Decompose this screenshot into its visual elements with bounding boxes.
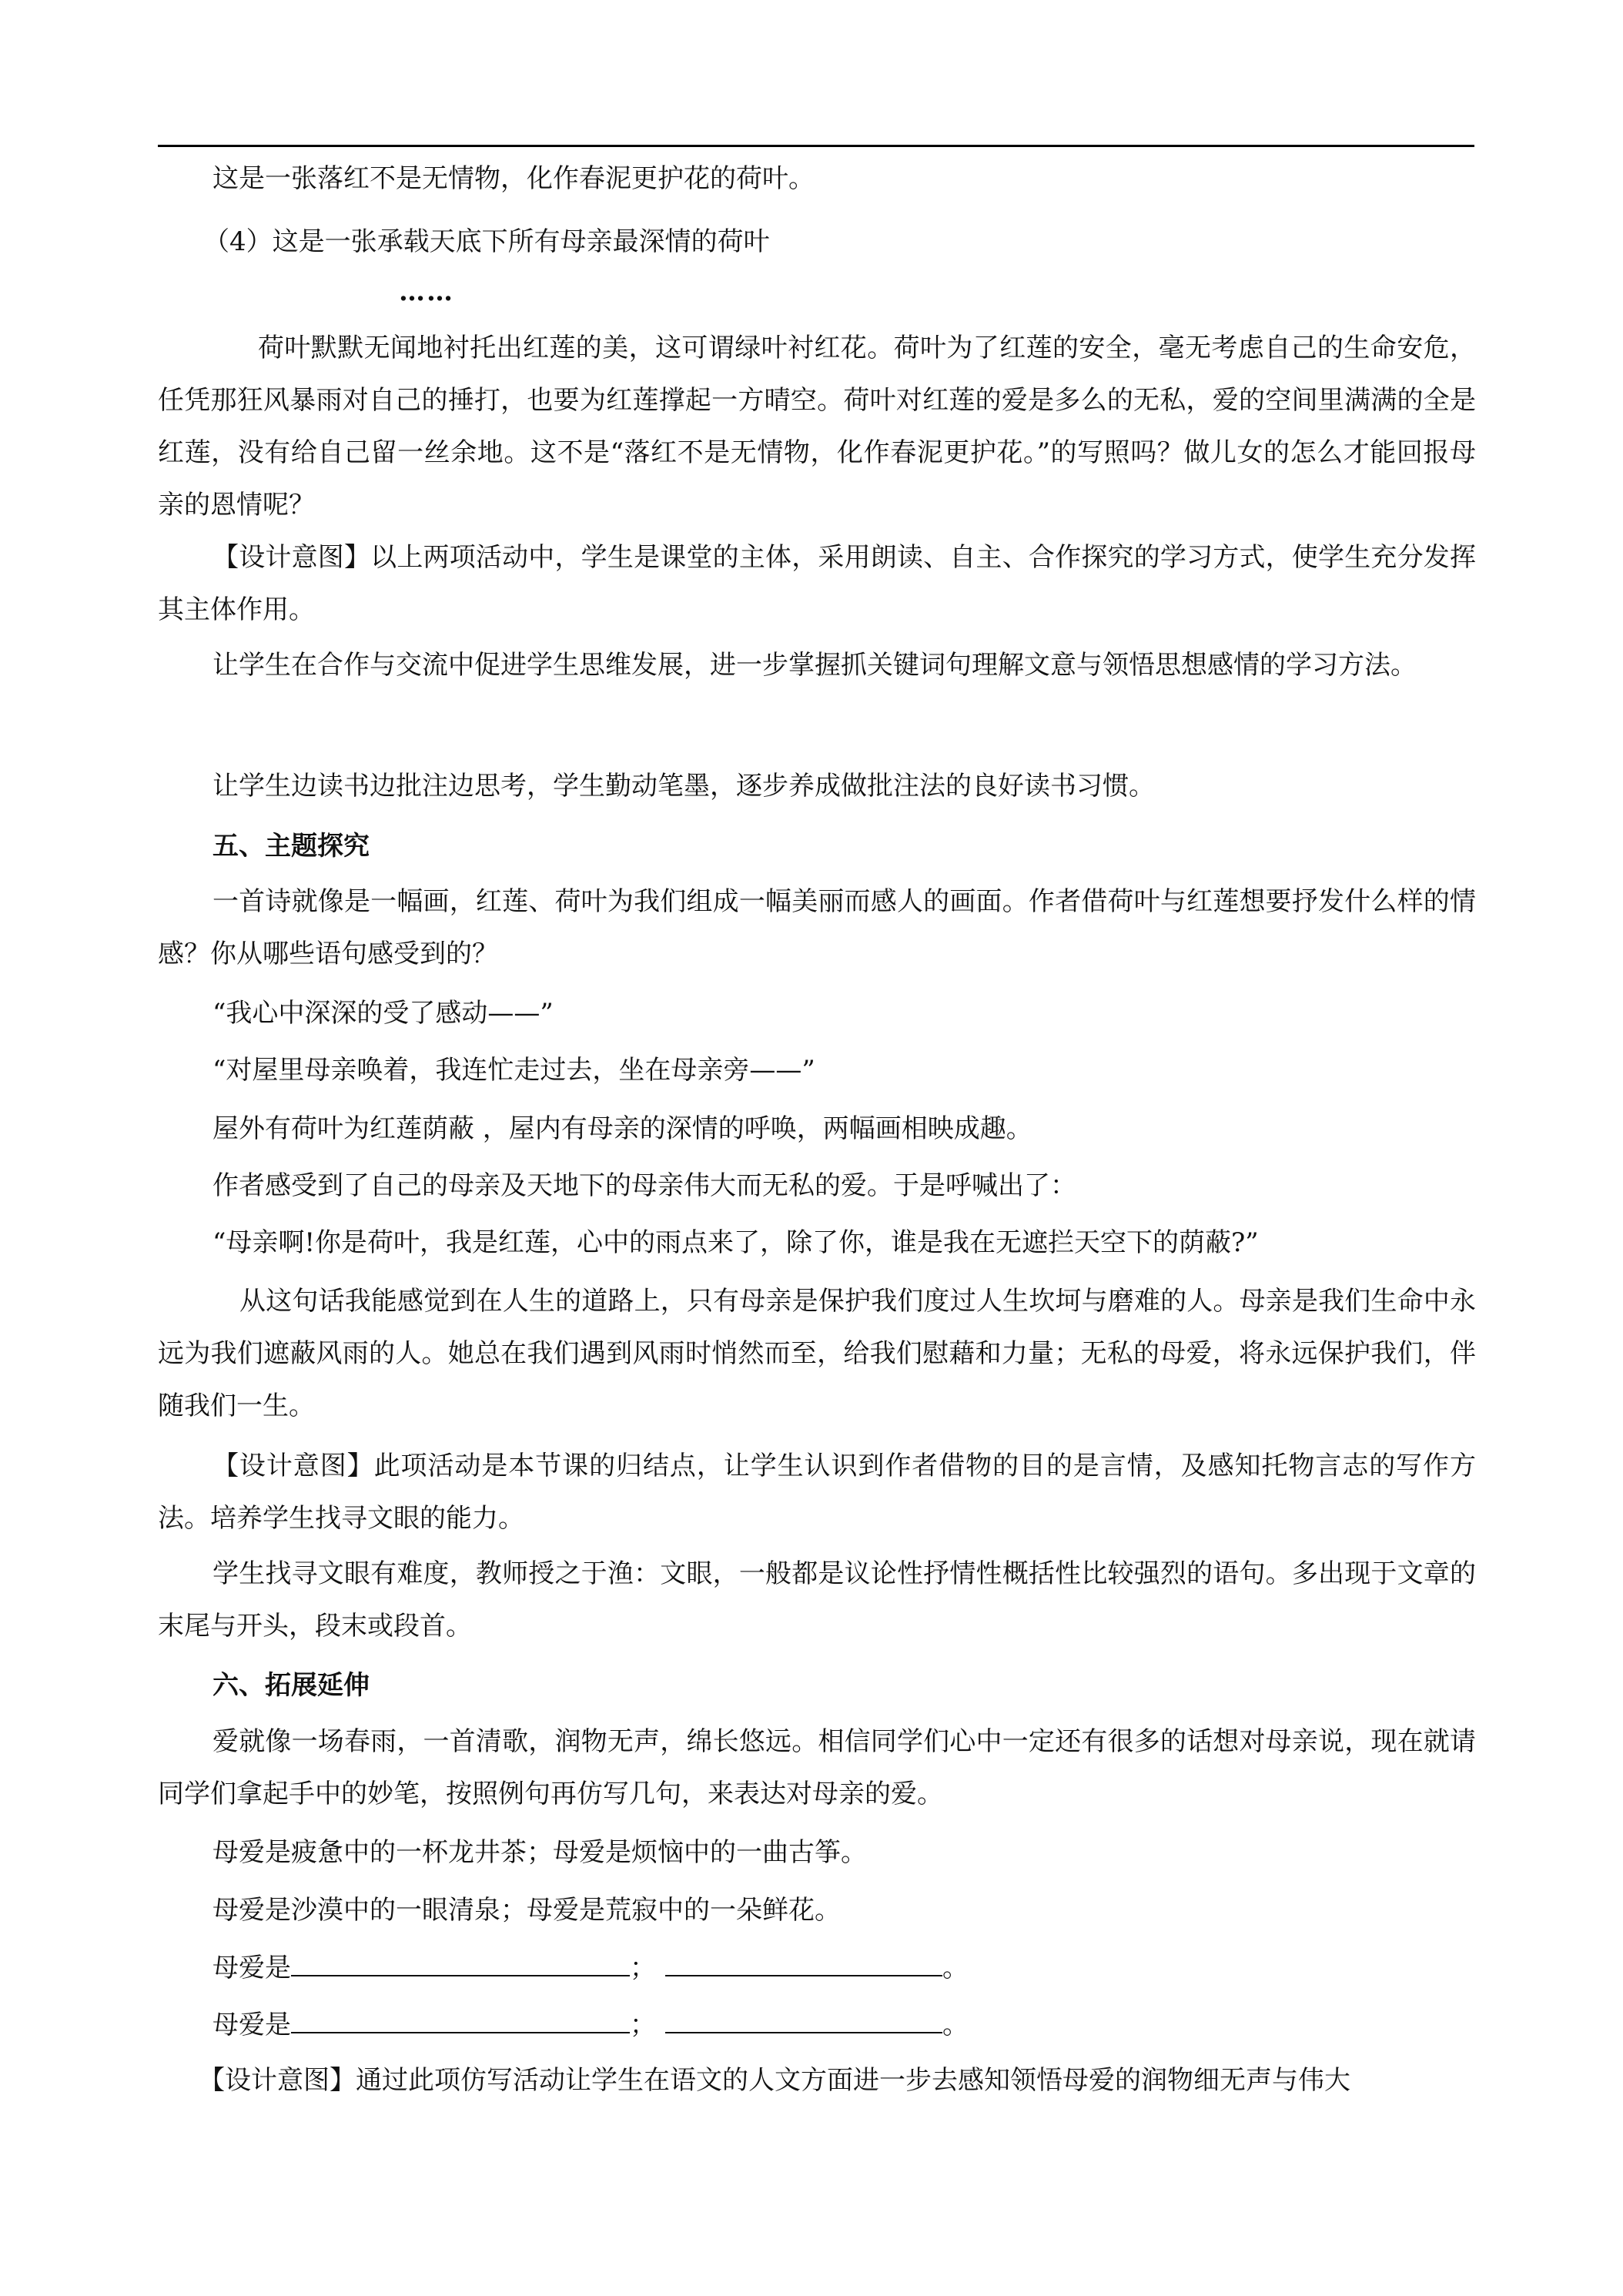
fill-in-line-2 — [212, 1999, 1475, 2051]
fill-blank-1a[interactable] — [291, 1952, 630, 1976]
fill-blank-2a[interactable] — [291, 2009, 630, 2033]
fill-end: 。 — [942, 1953, 969, 1983]
paragraph-design-intent-1: 【设计意图】以上两项活动中，学生是课堂的主体，采用朗读、自主、合作探究的学习方式，使学生充分发挥其主体作用。 — [158, 542, 1476, 625]
paragraph-spring-rain: 爱就像一场春雨，一首清歌，润物无声，绵长悠远。相信同学们心中一定还有很多的话想对母亲说，现在就请同学们拿起手中的妙笔，按照例句再仿写几句，来表达对母亲的爱。 — [158, 1726, 1476, 1809]
paragraph-design-intent-3: 【设计意图】通过此项仿写活动让学生在语文的人文方面进一步去感知领悟母爱的润物细无声与伟大 — [199, 2065, 1350, 2096]
line-lotus-leaf-1: 这是一张落红不是无情物，化作春泥更护花的荷叶。 — [212, 163, 815, 194]
paragraph-cooperation: 让学生在合作与交流中促进学生思维发展，进一步掌握抓关键词句理解文意与领悟思想感情的学习方法。 — [212, 650, 1417, 681]
fill-blank-1b[interactable] — [665, 1952, 942, 1976]
paragraph-design-intent-2: 【设计意图】此项活动是本节课的归结点，让学生认识到作者借物的目的是言情，及感知托物言志的写作方法。培养学生找寻文眼的能力。 — [158, 1451, 1476, 1534]
paragraph-two-pictures: 屋外有荷叶为红莲荫蔽 ，屋内有母亲的深情的呼唤，两幅画相映成趣。 — [212, 1113, 1032, 1144]
paragraph-mother-protects: 从这句话我能感觉到在人生的道路上，只有母亲是保护我们度过人生坎坷与磨难的人。母亲是我们生命中永远为我们遮蔽风雨的人。她总在我们遇到风雨时悄然而至，给我们慰藉和力量；无私的母爱，将永远保护我们，伴随我们一生。 — [158, 1286, 1476, 1421]
paragraph-text-eye: 学生找寻文眼有难度，教师授之于渔：文眼，一般都是议论性抒情性概括性比较强烈的语句。多出现于文章的末尾与开头，段末或段首。 — [158, 1558, 1476, 1642]
line-lotus-leaf-4: （4）这是一张承载天底下所有母亲最深情的荷叶 — [203, 226, 770, 257]
heading-theme-inquiry: 五、主题探究 — [212, 831, 370, 862]
ellipsis: …… — [399, 276, 454, 307]
example-sentence-2: 母爱是沙漠中的一眼清泉；母爱是荒寂中的一朵鲜花。 — [212, 1895, 841, 1926]
quote-moved: “我心中深深的受了感动——” — [212, 998, 554, 1029]
paragraph-poem-painting: 一首诗就像是一幅画，红莲、荷叶为我们组成一幅美丽而感人的画面。作者借荷叶与红莲想要抒发什么样的情感？你从哪些语句感受到的？ — [158, 886, 1476, 969]
fill-prefix: 母爱是 — [212, 1953, 291, 1983]
fill-prefix: 母爱是 — [212, 2010, 291, 2040]
quote-mother-lotus: “母亲啊!你是荷叶，我是红莲，心中的雨点来了，除了你，谁是我在无遮拦天空下的荫蔽?” — [212, 1227, 1259, 1258]
paragraph-author-feeling: 作者感受到了自己的母亲及天地下的母亲伟大而无私的爱。于是呼喊出了： — [212, 1170, 1076, 1201]
heading-extension: 六、拓展延伸 — [212, 1670, 370, 1701]
paragraph-annotation: 让学生边读书边批注边思考，学生勤动笔墨，逐步养成做批注法的良好读书习惯。 — [212, 771, 1155, 802]
fill-blank-2b[interactable] — [665, 2009, 942, 2033]
quote-mother-call: “对屋里母亲唤着，我连忙走过去，坐在母亲旁——” — [212, 1055, 815, 1086]
paragraph-lotus-love: 荷叶默默无闻地衬托出红莲的美，这可谓绿叶衬红花。荷叶为了红莲的安全，毫无考虑自己的生命安危，任凭那狂风暴雨对自己的捶打，也要为红莲撑起一方晴空。荷叶对红莲的爱是多么的无私，爱的空间里满满的全是红莲，没有给自己留一丝余地。这不是“落红不是无情物，化作春泥更护花。”的写照吗？做儿女的怎么才能回报母亲的恩情呢？ — [158, 333, 1476, 520]
header-rule — [158, 145, 1474, 147]
fill-end: 。 — [942, 2010, 969, 2040]
fill-separator: ； — [630, 1953, 656, 1983]
fill-in-line-1 — [212, 1942, 1475, 1994]
fill-separator: ； — [630, 2010, 656, 2040]
example-sentence-1: 母爱是疲惫中的一杯龙井茶；母爱是烦恼中的一曲古筝。 — [212, 1837, 867, 1868]
